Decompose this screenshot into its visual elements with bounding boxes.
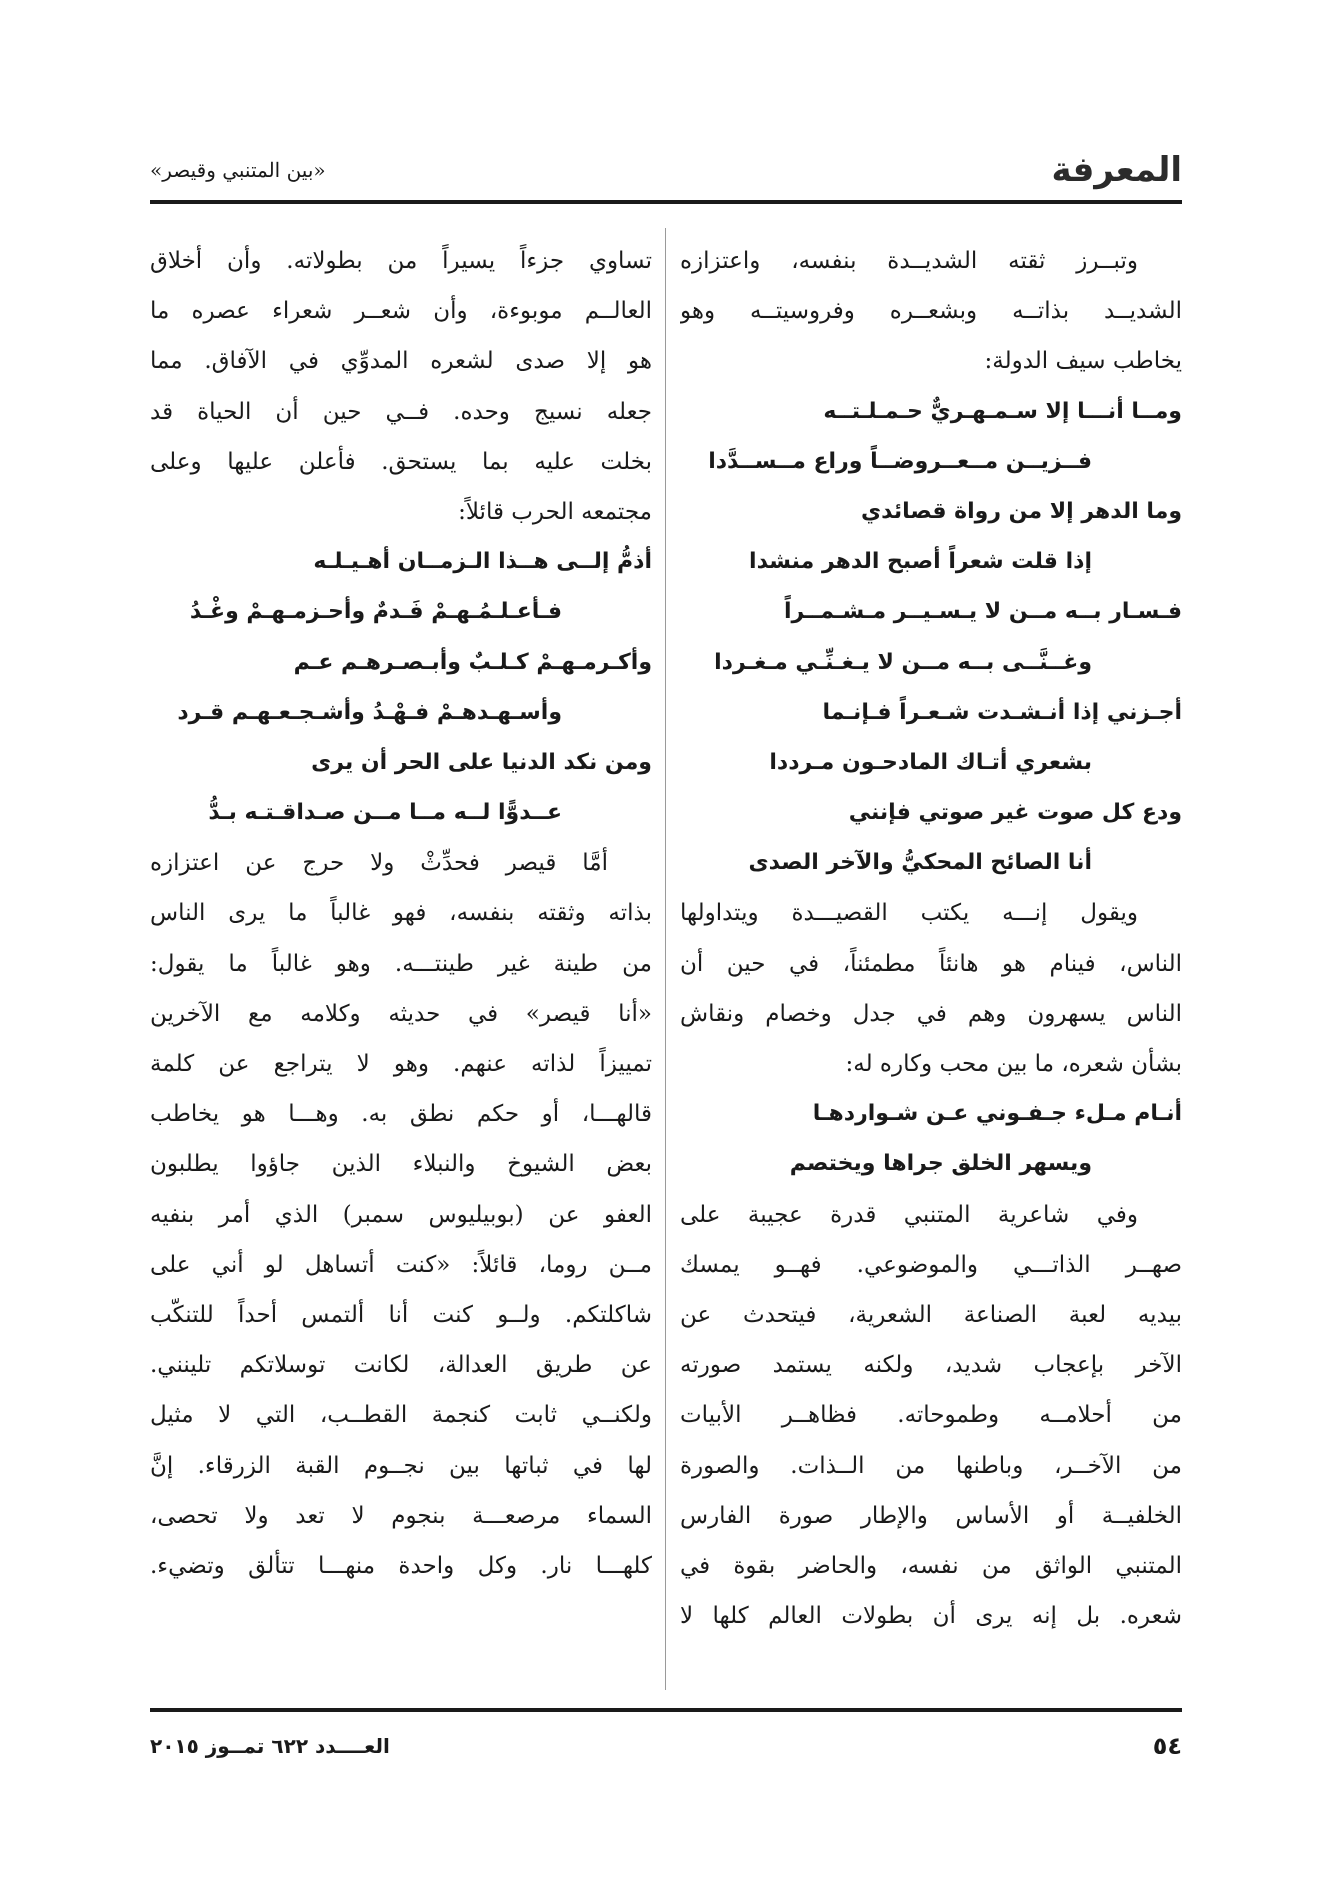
verse-line: فــزيــن مــعــروضــاً وراع مــســدَّدا (708, 448, 1092, 474)
text-line: بذاته وثقته بنفسه، فهو غالباً ما يرى الناس (150, 900, 652, 927)
text-line: مجتمعه الحرب قائلاً: (458, 498, 652, 525)
verse-line: فـسـار بــه مــن لا يـسـيــر مـشـمــراً (784, 599, 1182, 625)
text-line: أمَّا قيصر فحدِّثْ ولا حرج عن اعتزازه (150, 850, 608, 877)
text-line: العالــم موبوءة، وأن شعــر شعراء عصره ما (150, 298, 652, 325)
verse-line: وأسـهـدهـمْ فـهْـدُ وأشـجـعـهـم قـرد (177, 699, 562, 725)
verse-line: وما الدهر إلا من رواة قصائدي (861, 498, 1182, 524)
verse-line: أنـام مـلء جـفـوني عـن شـواردهـا (812, 1101, 1182, 1127)
page-header (150, 148, 1182, 192)
verse-line: أجـزني إذا أنـشـدت شـعـراً فـإنـما (822, 699, 1182, 725)
verse-line: وأكـرمـهـمْ كـلـبٌ وأبـصـرهـم عـم (293, 649, 652, 675)
text-line: الآخر بإعجاب شديد، ولكنه يستمد صورته (680, 1352, 1182, 1379)
text-line: بيديه لعبة الصناعة الشعرية، فيتحدث عن (680, 1301, 1182, 1328)
page-number: ٥٤ (1152, 1732, 1182, 1760)
text-line: عن طريق العدالة، لكانت توسلاتكم تلينني. (150, 1352, 652, 1379)
text-line: الناس، فينام هو هانئاً مطمئناً، في حين أن (680, 950, 1182, 977)
verse-line: فـأعـلـمُـهـمْ فَـدمٌ وأحـزمـهـمْ وغْـدُ (189, 599, 562, 625)
verse-line: ودع كل صوت غير صوتي فإنني (848, 800, 1182, 826)
verse-line: بشعري أتـاك المادحـون مـرددا (769, 749, 1092, 775)
text-line: من طينة غير طينتـــه. وهو غالباً ما يقول: (150, 950, 652, 977)
text-line: الخلفيــة أو الأساس والإطار صورة الفارس (680, 1502, 1182, 1529)
text-line: تمييزاً لذاته عنهم. وهو لا يتراجع عن كلمة (150, 1051, 652, 1077)
text-line: المتنبي الواثق من نفسه، والحاضر بقوة في (680, 1552, 1182, 1579)
running-title: «بين المتنبي وقيصر» (150, 158, 326, 182)
right-column (680, 236, 1182, 1696)
text-line: كلهـــا نار. وكل واحدة منهـــا تتألق وتضيء. (150, 1552, 652, 1579)
page-footer (150, 1722, 1182, 1770)
verse-line: ويسهر الخلق جراها ويختصم (789, 1151, 1092, 1177)
text-line: يخاطب سيف الدولة: (984, 348, 1182, 375)
text-line: بخلت عليه بما يستحق. فأعلن عليها وعلى (150, 448, 652, 475)
verse-line: أنا الصائح المحكيُّ والآخر الصدى (748, 850, 1092, 876)
text-line: جعله نسيج وحده. فــي حين أن الحياة قد (150, 398, 652, 425)
text-line: هو إلا صدى لشعره المدوِّي في الآفاق. مما (150, 348, 652, 375)
text-line: قالهـــا، أو حكم نطق به. وهـــا هو يخاطب (150, 1101, 652, 1128)
text-line: من أحلامــه وطموحاته. فظاهــر الأبيات (680, 1402, 1182, 1429)
verse-line: إذا قلت شعراً أصبح الدهر منشدا (749, 549, 1092, 575)
verse-line: ومــا أنـــا إلا سـمـهـريٌّ حـمـلـتــه (823, 398, 1182, 424)
text-line: شعره. بل إنه يرى أن بطولات العالم كلها لا (680, 1603, 1182, 1630)
verse-line: عــدوًّا لــه مــا مــن صـداقـتـه بـدُّ (208, 800, 562, 826)
text-line: شاكلتكم. ولــو كنت أنا ألتمس أحداً للتنكّب (150, 1301, 652, 1328)
text-line: ولكنــي ثابت كنجمة القطــب، التي لا مثيل (150, 1402, 652, 1429)
text-line: لها في ثباتها بين نجــوم القبة الزرقاء. إنَّ (150, 1452, 652, 1479)
text-line: صهــر الذاتـــي والموضوعي. فهــو يمسك (680, 1251, 1182, 1278)
text-line: الشديــد بذاتــه وبشعــره وفروسيتــه وهو (680, 298, 1182, 325)
text-line: تساوي جزءاً يسيراً من بطولاته. وأن أخلاق (150, 248, 652, 274)
text-line: بعض الشيوخ والنبلاء الذين جاؤوا يطلبون (150, 1151, 652, 1178)
text-line: العفو عن (بوبيليوس سمبر) الذي أمر بنفيه (150, 1201, 652, 1228)
header-rule (150, 200, 1182, 204)
text-line: «أنا قيصر» في حديثه وكلامه مع الآخرين (150, 1000, 652, 1027)
text-line: مــن روما، قائلاً: «كنت أتساهل لو أني على (150, 1251, 652, 1278)
text-line: السماء مرصعـــة بنجوم لا تعد ولا تحصى، (150, 1502, 652, 1529)
magazine-logo: المعرفة (1051, 150, 1182, 190)
text-line: وتبــرز ثقته الشديــدة بنفسه، واعتزازه (680, 248, 1138, 274)
left-column (150, 236, 652, 1696)
verse-line: ومن نكد الدنيا على الحر أن يرى (311, 749, 652, 775)
footer-rule (150, 1708, 1182, 1712)
text-line: الناس يسهرون وهم في جدل وخصام ونقاش (680, 1000, 1182, 1027)
issue-info: العــــدد ٦٢٢ تمــوز ٢٠١٥ (150, 1734, 390, 1758)
text-line: ويقول إنـــه يكتب القصيـــدة ويتداولها (680, 900, 1138, 927)
verse-line: أذمُّ إلــى هــذا الـزمــان أهـيـلـه (313, 549, 652, 575)
text-line: وفي شاعرية المتنبي قدرة عجيبة على (680, 1201, 1138, 1228)
text-line: بشأن شعره، ما بين محب وكاره له: (845, 1051, 1182, 1077)
verse-line: وغــنَّــى بــه مــن لا يـغـنِّـي مـغـردا (714, 649, 1092, 675)
text-line: من الآخــر، وباطنها من الــذات. والصورة (680, 1452, 1182, 1479)
column-divider (665, 228, 666, 1690)
